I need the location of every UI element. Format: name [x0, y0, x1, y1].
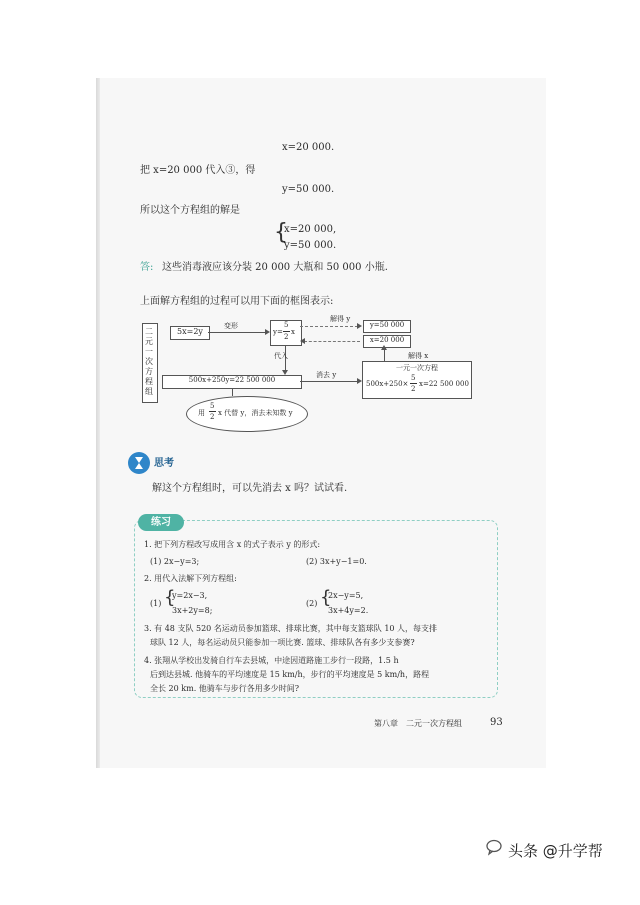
linear-eq-frac-bar — [410, 383, 417, 384]
ellipse-text-a: 用 — [198, 409, 205, 417]
ellipse-frac-den: 2 — [210, 413, 215, 421]
practice-q2-b-label: (2) — [306, 599, 318, 608]
ellipse-text-b: x 代替 y，消去未知数 y — [218, 409, 293, 417]
think-icon — [128, 452, 150, 474]
ellipse-frac-num: 5 — [210, 402, 215, 410]
eliminate-arrow — [300, 381, 358, 382]
substitute-line: 把 x=20 000 代入③，得 — [140, 165, 256, 176]
y-expr-frac-bar — [283, 331, 290, 332]
answer-text: 这些消毒液应该分装 20 000 大瓶和 50 000 小瓶. — [162, 262, 388, 273]
practice-q1-b: (2) 3x+y−1=0. — [306, 557, 367, 566]
practice-q2-a-brace: { — [164, 587, 176, 608]
solve-x-arrow-head — [381, 345, 387, 350]
y-expr-suffix: x — [291, 328, 295, 336]
think-title: 思考 — [154, 458, 174, 469]
y-expr-prefix: y= — [273, 328, 283, 336]
chapter-footer: 第八章 二元一次方程组 — [374, 719, 462, 728]
side-label: 二元一次方程组 — [145, 327, 153, 396]
practice-q4-line2: 后到达县城. 他骑车的平均速度是 15 km/h，步行的平均速度是 5 km/h，路程 — [150, 670, 430, 679]
x-value-line: x=20 000. — [282, 142, 335, 153]
practice-q2: 2. 用代入法解下列方程组: — [144, 574, 237, 583]
system-brace: { — [274, 220, 288, 245]
linear-eq-part-b: x=22 500 000 — [419, 380, 469, 388]
solve-y-label: 解得 y — [330, 315, 351, 323]
practice-tag: 练习 — [138, 514, 184, 531]
linear-eq-part-a: 500x+250× — [366, 380, 409, 388]
practice-q1-a: (1) 2x−y=3; — [150, 557, 200, 566]
diagram-intro: 上面解方程组的过程可以用下面的框图表示: — [140, 296, 334, 307]
conclusion-line: 所以这个方程组的解是 — [140, 205, 240, 216]
practice-q2-a-label: (1) — [150, 599, 162, 608]
substitute-label: 代入 — [274, 352, 288, 360]
solve-y-arrow-head — [357, 323, 362, 329]
practice-q1: 1. 把下列方程改写成用含 x 的式子表示 y 的形式: — [144, 540, 321, 549]
practice-q4-line1: 4. 张翔从学校出发骑自行车去县城，中途因道路施工步行一段路，1.5 h — [144, 656, 399, 665]
linear-eq-frac-den: 2 — [411, 385, 416, 393]
eliminate-label: 消去 y — [316, 371, 337, 379]
linear-eq-title: 一元一次方程 — [396, 364, 438, 372]
back-substitute-arrow-head — [300, 338, 305, 344]
think-text: 解这个方程组时，可以先消去 x 吗？试试看. — [152, 483, 348, 494]
box-x-value: x=20 000 — [363, 335, 411, 348]
practice-q2-a-eq1: y=2x−3, — [172, 591, 208, 600]
y-value-line: y=50 000. — [282, 184, 335, 195]
practice-q2-b-eq1: 2x−y=5, — [328, 591, 364, 600]
transform-label: 变形 — [224, 322, 238, 330]
ellipse-connector — [232, 388, 233, 396]
y-expr-frac-den: 2 — [284, 333, 289, 341]
solve-x-label: 解得 x — [408, 352, 429, 360]
back-substitute-arrow — [304, 341, 360, 342]
box-500x-eq: 500x+250y=22 500 000 — [162, 375, 302, 389]
box-y-value: y=50 000 — [363, 320, 411, 333]
practice-q2-b-brace: { — [320, 587, 332, 608]
box-5x-eq-2y: 5x=2y — [170, 326, 210, 340]
linear-eq-frac-num: 5 — [411, 374, 416, 382]
practice-q2-b-eq2: 3x+4y=2. — [328, 606, 369, 615]
ellipse-frac-bar — [209, 411, 216, 412]
answer-label: 答: — [140, 262, 154, 273]
page-number: 93 — [490, 717, 503, 728]
solution-x: x=20 000, — [284, 224, 337, 235]
practice-q4-line3: 全长 20 km. 他骑车与步行各用多少时间? — [150, 684, 300, 693]
watermark-text: 头条 @升学帮 — [508, 842, 603, 860]
solve-y-arrow — [300, 326, 358, 327]
y-expr-frac-num: 5 — [284, 321, 289, 329]
transform-arrow — [208, 332, 266, 333]
practice-q3-line1: 3. 有 48 支队 520 名运动员参加篮球、排球比赛，其中每支篮球队 10 人，每支排 — [144, 624, 438, 633]
solution-y: y=50 000. — [284, 240, 337, 251]
practice-q3-line2: 球队 12 人，每名运动员只能参加一项比赛. 篮球、排球队各有多少支参赛? — [150, 638, 415, 647]
chat-bubble-icon — [486, 838, 504, 856]
practice-q2-a-eq2: 3x+2y=8; — [172, 606, 213, 615]
